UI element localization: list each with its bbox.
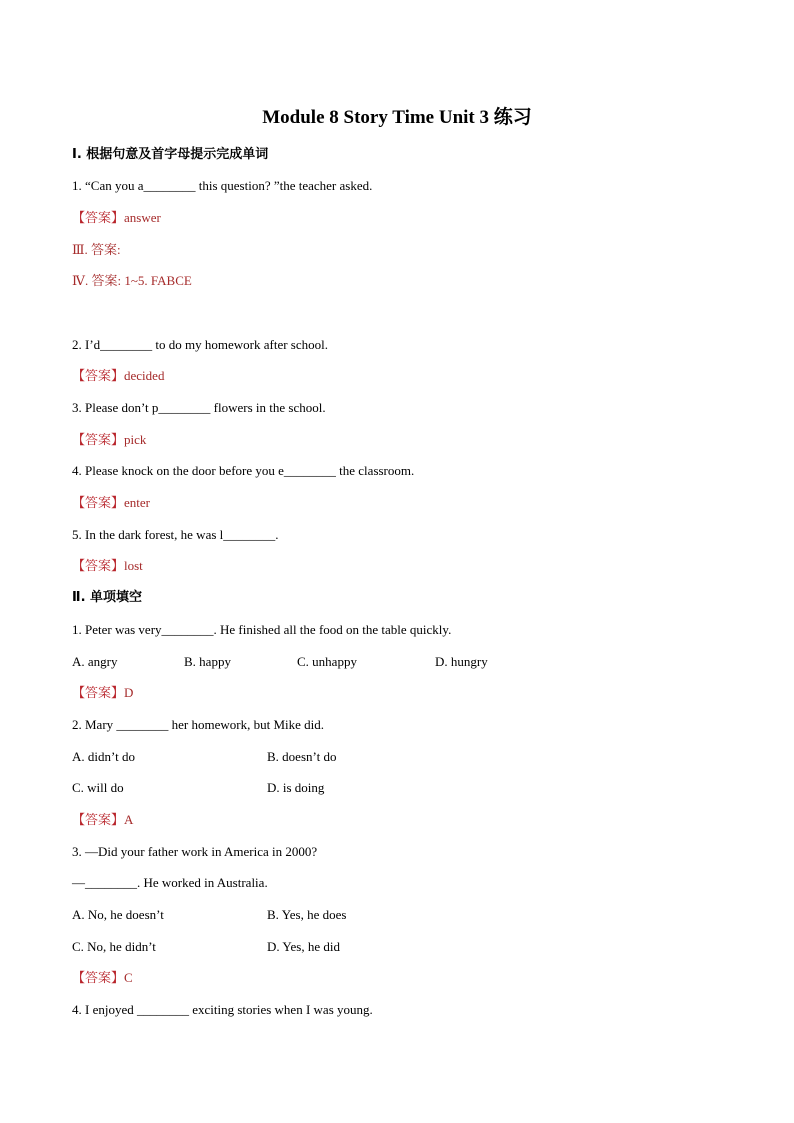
mc2-option-b: B. doesn’t do: [267, 749, 337, 764]
answer-tag: 【答案】: [72, 558, 125, 573]
mc2-option-c: C. will do: [72, 780, 124, 795]
answer-tag: 【答案】: [72, 368, 125, 383]
mc-question-3-response: —________. He worked in Australia.: [72, 875, 268, 890]
mc-question-2: 2. Mary ________ her homework, but Mike did.: [72, 717, 325, 732]
question-2: 2. I’d________ to do my homework after school.: [72, 337, 328, 352]
answer-1: [72, 210, 161, 226]
answer-2: [72, 368, 164, 384]
question-3: 3. Please don’t p________ flowers in the school.: [72, 400, 326, 415]
answer-value: A: [124, 812, 134, 827]
mc3-option-b: B. Yes, he does: [267, 907, 347, 922]
mc-answer-3: [72, 970, 133, 986]
answer-value: answer: [124, 210, 161, 225]
answer-tag: 【答案】: [72, 685, 125, 700]
answer-value: D: [124, 685, 134, 700]
answer-tag: 【答案】: [72, 970, 125, 985]
mc-question-1: 1. Peter was very________. He finished all the food on the table quickly.: [72, 622, 452, 637]
answer-3: [72, 432, 146, 448]
answer-4: [72, 495, 150, 511]
mc3-option-a: A. No, he doesn’t: [72, 907, 164, 922]
answer-note-3: Ⅲ. 答案:: [72, 242, 121, 257]
mc1-option-c: C. unhappy: [297, 654, 357, 669]
answer-tag: 【答案】: [72, 432, 125, 447]
mc-answer-1: [72, 685, 133, 701]
section-heading-1: Ⅰ. 根据句意及首字母提示完成单词: [72, 147, 269, 162]
answer-note-4: Ⅳ. 答案: 1~5. FABCE: [72, 273, 192, 288]
answer-tag: 【答案】: [72, 812, 125, 827]
mc-question-3: 3. —Did your father work in America in 2000?: [72, 844, 318, 859]
answer-value: enter: [124, 495, 150, 510]
mc1-option-d: D. hungry: [435, 654, 488, 669]
answer-5: [72, 558, 143, 574]
mc1-option-a: A. angry: [72, 654, 118, 669]
answer-value: pick: [124, 432, 147, 447]
mc2-option-a: A. didn’t do: [72, 749, 135, 764]
question-1: 1. “Can you a________ this question? ”the teacher asked.: [72, 178, 373, 193]
page-title: Module 8 Story Time Unit 3 练习: [262, 107, 532, 128]
answer-value: lost: [124, 558, 143, 573]
answer-tag: 【答案】: [72, 210, 125, 225]
mc2-option-d: D. is doing: [267, 780, 325, 795]
mc-question-4: 4. I enjoyed ________ exciting stories when I was young.: [72, 1002, 373, 1017]
section-heading-2: Ⅱ. 单项填空: [72, 590, 143, 605]
answer-tag: 【答案】: [72, 495, 125, 510]
answer-value: decided: [124, 368, 165, 383]
answer-value: C: [124, 970, 133, 985]
mc3-option-c: C. No, he didn’t: [72, 939, 156, 954]
question-4: 4. Please knock on the door before you e________ the classroom.: [72, 463, 415, 478]
mc-answer-2: [72, 812, 133, 828]
mc3-option-d: D. Yes, he did: [267, 939, 340, 954]
mc1-option-b: B. happy: [184, 654, 231, 669]
question-5: 5. In the dark forest, he was l________.: [72, 527, 279, 542]
